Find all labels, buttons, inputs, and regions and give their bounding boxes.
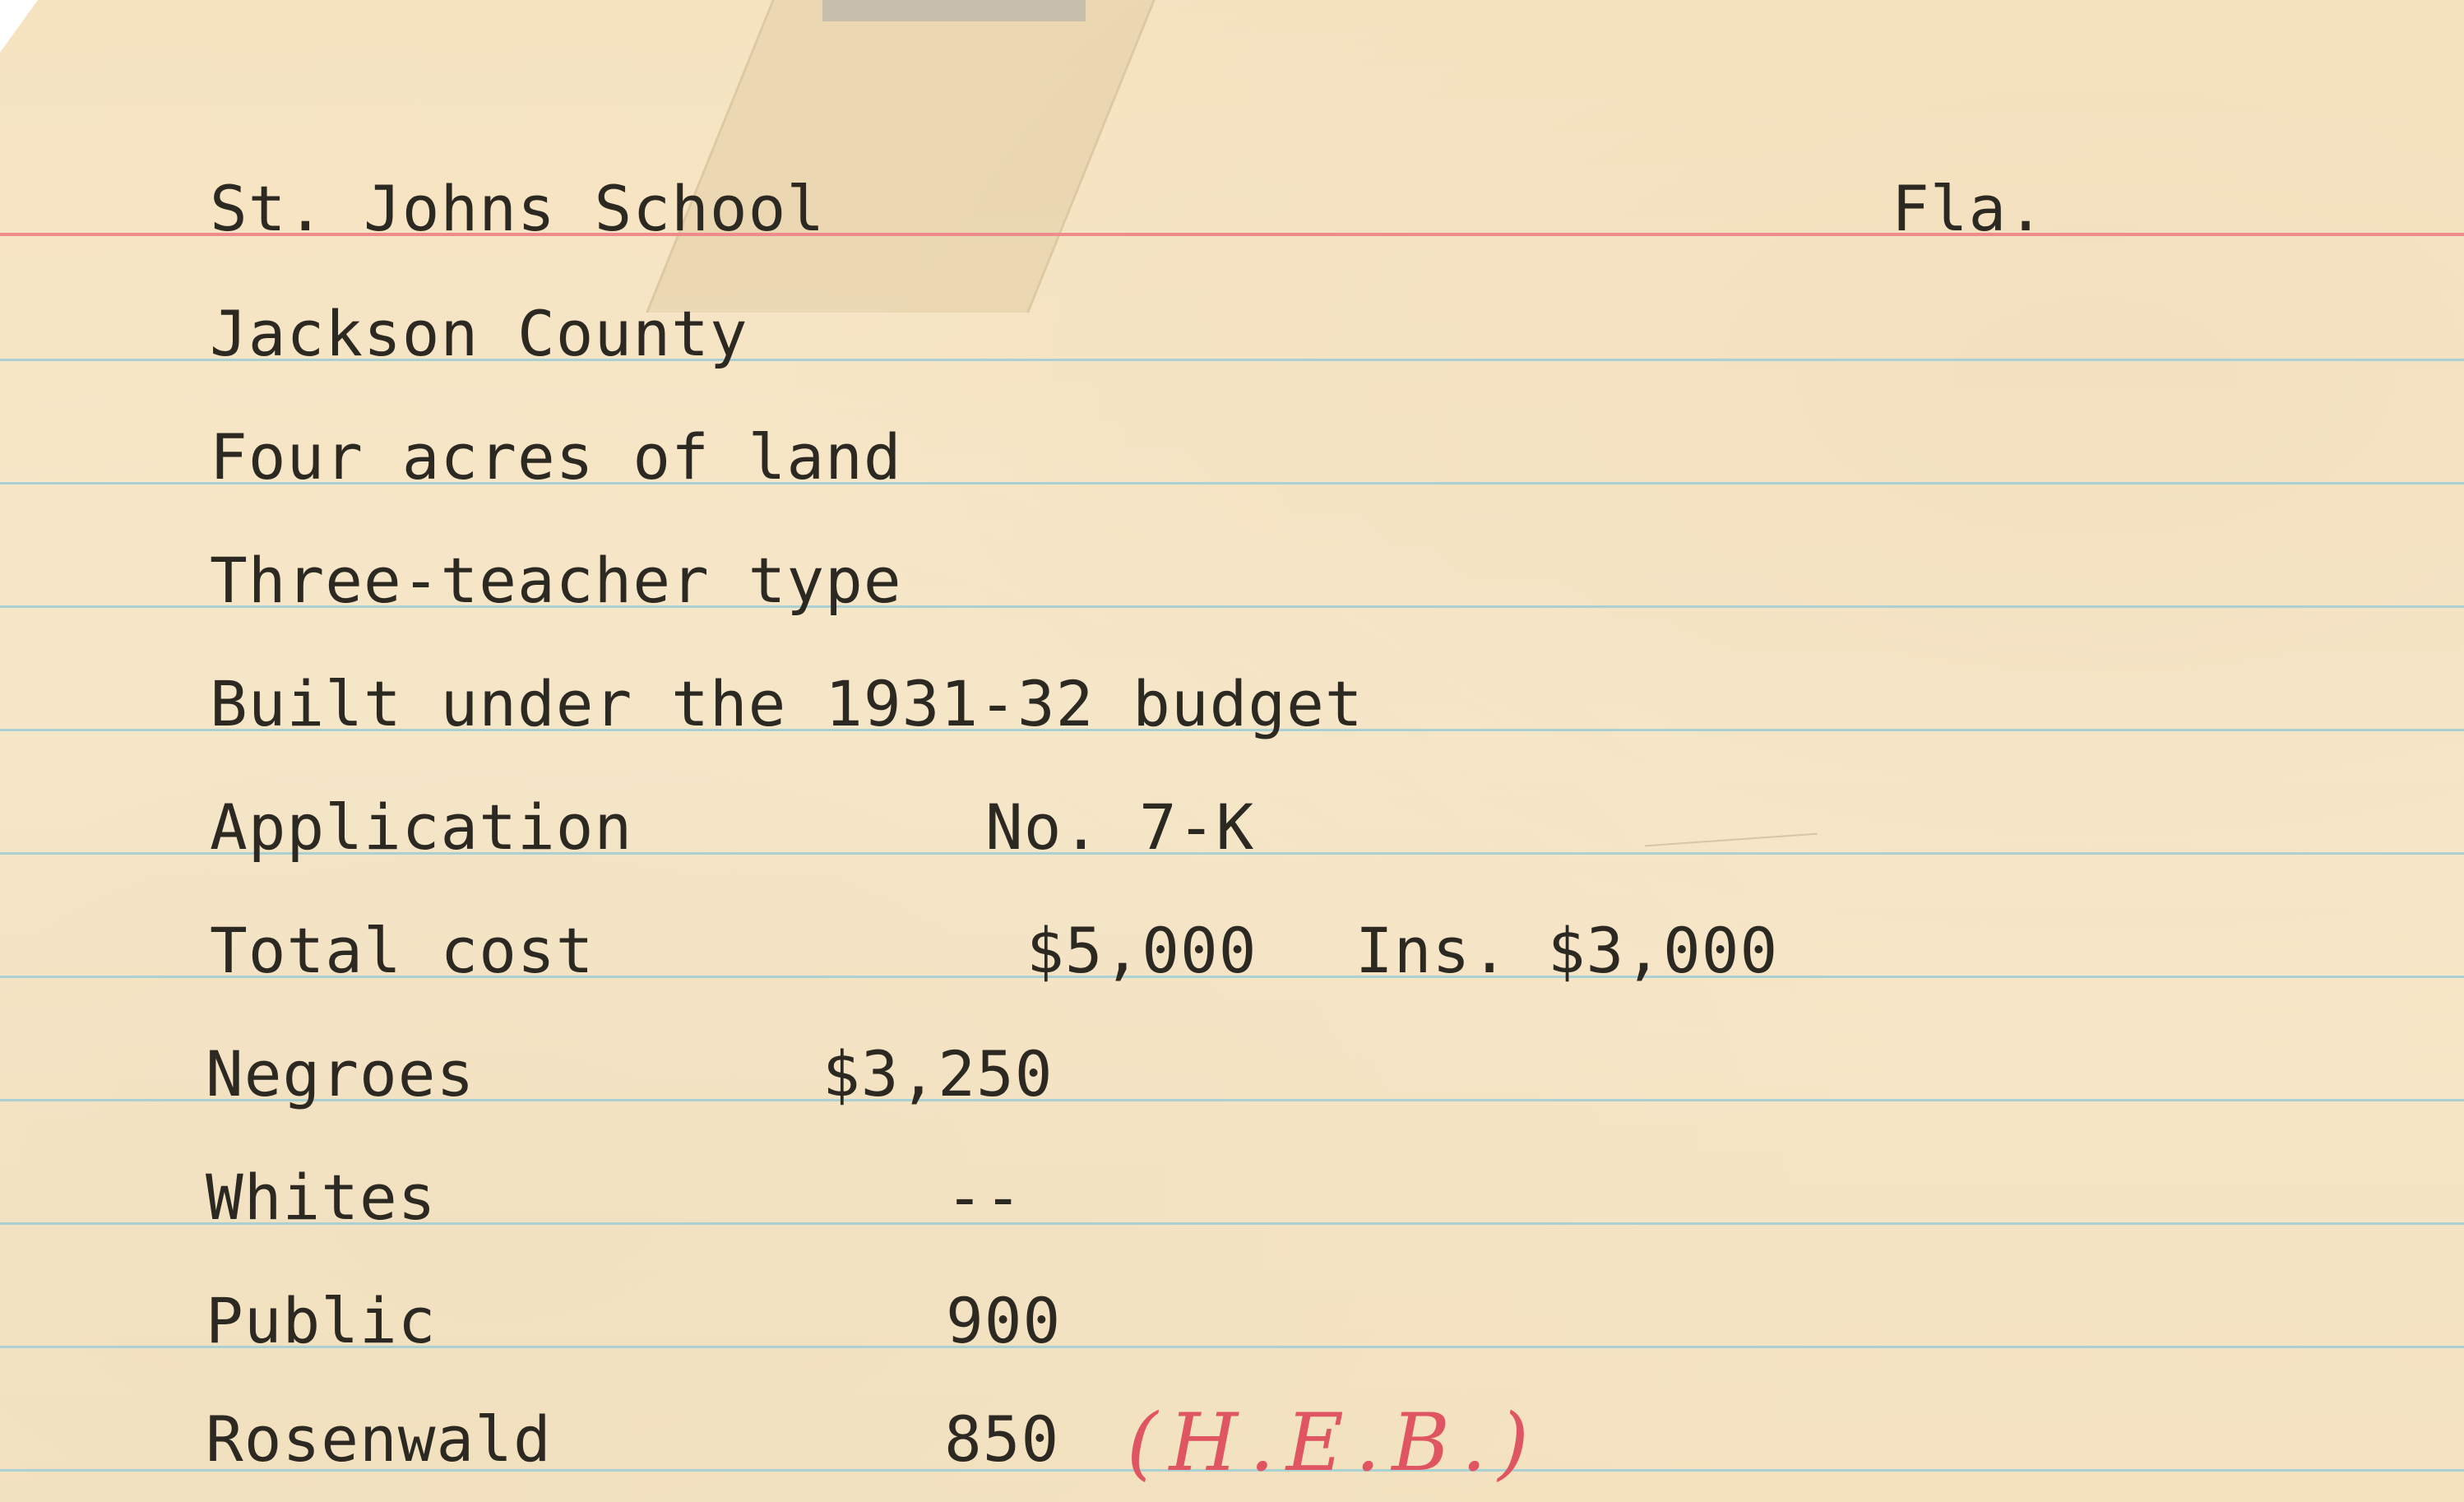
budget-note: Built under the 1931-32 budget (210, 667, 1364, 740)
school-name: St. Johns School (210, 172, 826, 245)
application-number: No. 7-K (985, 790, 1255, 864)
application-label: Application (210, 790, 633, 864)
public-value: 900 (946, 1284, 1062, 1357)
county: Jackson County (210, 297, 748, 370)
paper-scratch (1645, 833, 1818, 847)
state-abbreviation: Fla. (1892, 172, 2046, 245)
land-description: Four acres of land (210, 420, 902, 494)
whites-value: -- (946, 1161, 1023, 1234)
rosenwald-label: Rosenwald (206, 1402, 552, 1476)
total-cost-label: Total cost (210, 914, 595, 987)
school-type: Three-teacher type (210, 544, 902, 617)
insurance-value: Ins. $3,000 (1355, 914, 1779, 987)
public-label: Public (206, 1284, 437, 1357)
card-corner-cut (0, 0, 38, 53)
tape-residue (646, 0, 1169, 313)
negroes-label: Negroes (206, 1037, 475, 1110)
tape-strip (822, 0, 1086, 21)
handwritten-initials: (H.E.B.) (1127, 1397, 1540, 1489)
whites-label: Whites (206, 1161, 437, 1234)
negroes-value: $3,250 (822, 1037, 1054, 1110)
total-cost-value: $5,000 (1026, 914, 1257, 987)
rosenwald-value: 850 (944, 1402, 1060, 1476)
